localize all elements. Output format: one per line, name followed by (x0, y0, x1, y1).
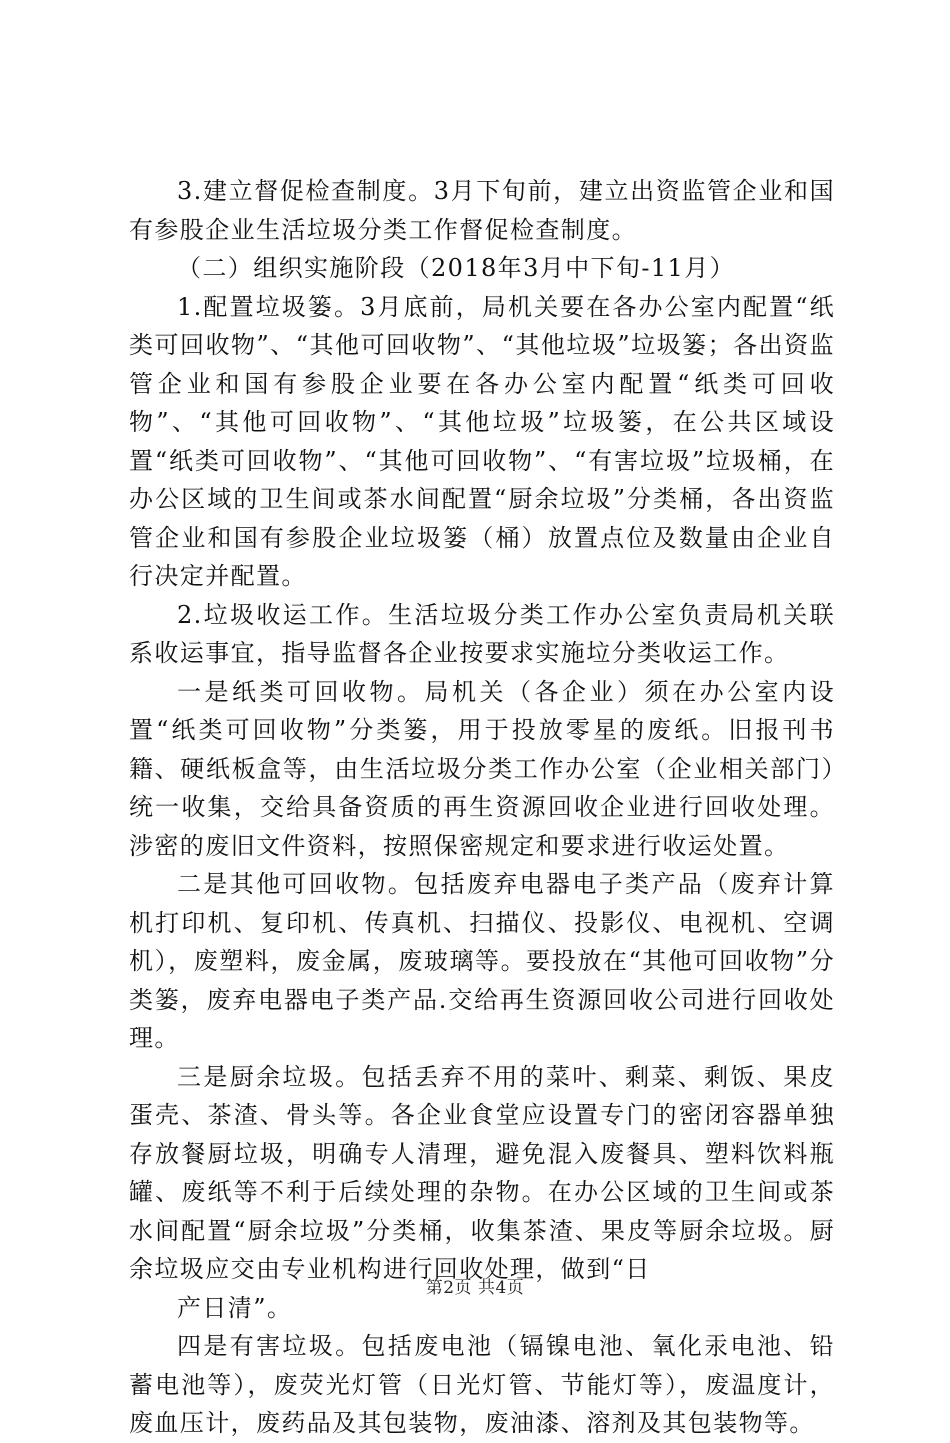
document-body (129, 172, 835, 1443)
paragraph-kitchen-waste: 三是厨余垃圾。包括丢弃不用的菜叶、剩菜、剩饭、果皮蛋壳、茶渣、骨头等。各企业食堂应设置专门的密闭容器单独存放餐厨垃圾，明确专人清理，避免混入废餐具、塑料饮料瓶罐、废纸等不利于后续处理的杂物。在办公区域的卫生间或茶水间配置“厨余垃圾”分类桶，收集茶渣、果皮等厨余垃圾。厨余垃圾应交由专业机构进行回收处理，做到“日 (129, 1062, 835, 1283)
paragraph-configure-bins: 1.配置垃圾篓。3月底前，局机关要在各办公室内配置“纸类可回收物”、“其他可回收物”、“其他垃圾”垃圾篓；各出资监管企业和国有参股企业要在各办公室内配置“纸类可回收物”、“其他可回收物”、“其他垃圾”垃圾篓，在公共区域设置“纸类可回收物”、“其他可回收物”、“有害垃圾”垃圾桶，在办公区域的卫生间或茶水间配置“厨余垃圾”分类桶，各出资监管企业和国有参股企业垃圾篓（桶）放置点位及数量由企业自行决定并配置。 (129, 292, 835, 590)
paragraph-collection-work: 2.垃圾收运工作。生活垃圾分类工作办公室负责局机关联系收运事宜，指导监督各企业按要求实施垃分类收运工作。 (129, 600, 835, 667)
section-heading-implementation: （二）组织实施阶段（2018年3月中下旬-11月） (177, 254, 735, 282)
paragraph-supervision-system: 3.建立督促检查制度。3月下旬前，建立出资监管企业和国有参股企业生活垃圾分类工作督促检查制度。 (129, 177, 835, 244)
paragraph-kitchen-waste-continued: 产日清”。 (177, 1293, 293, 1322)
page-number-footer: 第2页 共4页 (425, 1278, 525, 1298)
paragraph-paper-recyclables: 一是纸类可回收物。局机关（各企业）须在办公室内设置“纸类可回收物”分类篓，用于投放零星的废纸。旧报刊书籍、硬纸板盒等，由生活垃圾分类工作办公室（企业相关部门）统一收集，交给具备资质的再生资源回收企业进行回收处理。涉密的废旧文件资料，按照保密规定和要求进行收运处置。 (129, 677, 835, 860)
paragraph-other-recyclables: 二是其他可回收物。包括废弃电器电子类产品（废弃计算机打印机、复印机、传真机、扫描仪、投影仪、电视机、空调机），废塑料，废金属，废玻璃等。要投放在“其他可回收物”分类篓，废弃电器电子类产品.交给再生资源回收公司进行回收处理。 (129, 870, 835, 1052)
paragraph-hazardous-waste: 四是有害垃圾。包括废电池（镉镍电池、氧化汞电池、铅蓄电池等），废荧光灯管（日光灯管、节能灯等），废温度计，废血压计，废药品及其包装物，废油漆、溶剂及其包装物等。 (129, 1332, 835, 1437)
